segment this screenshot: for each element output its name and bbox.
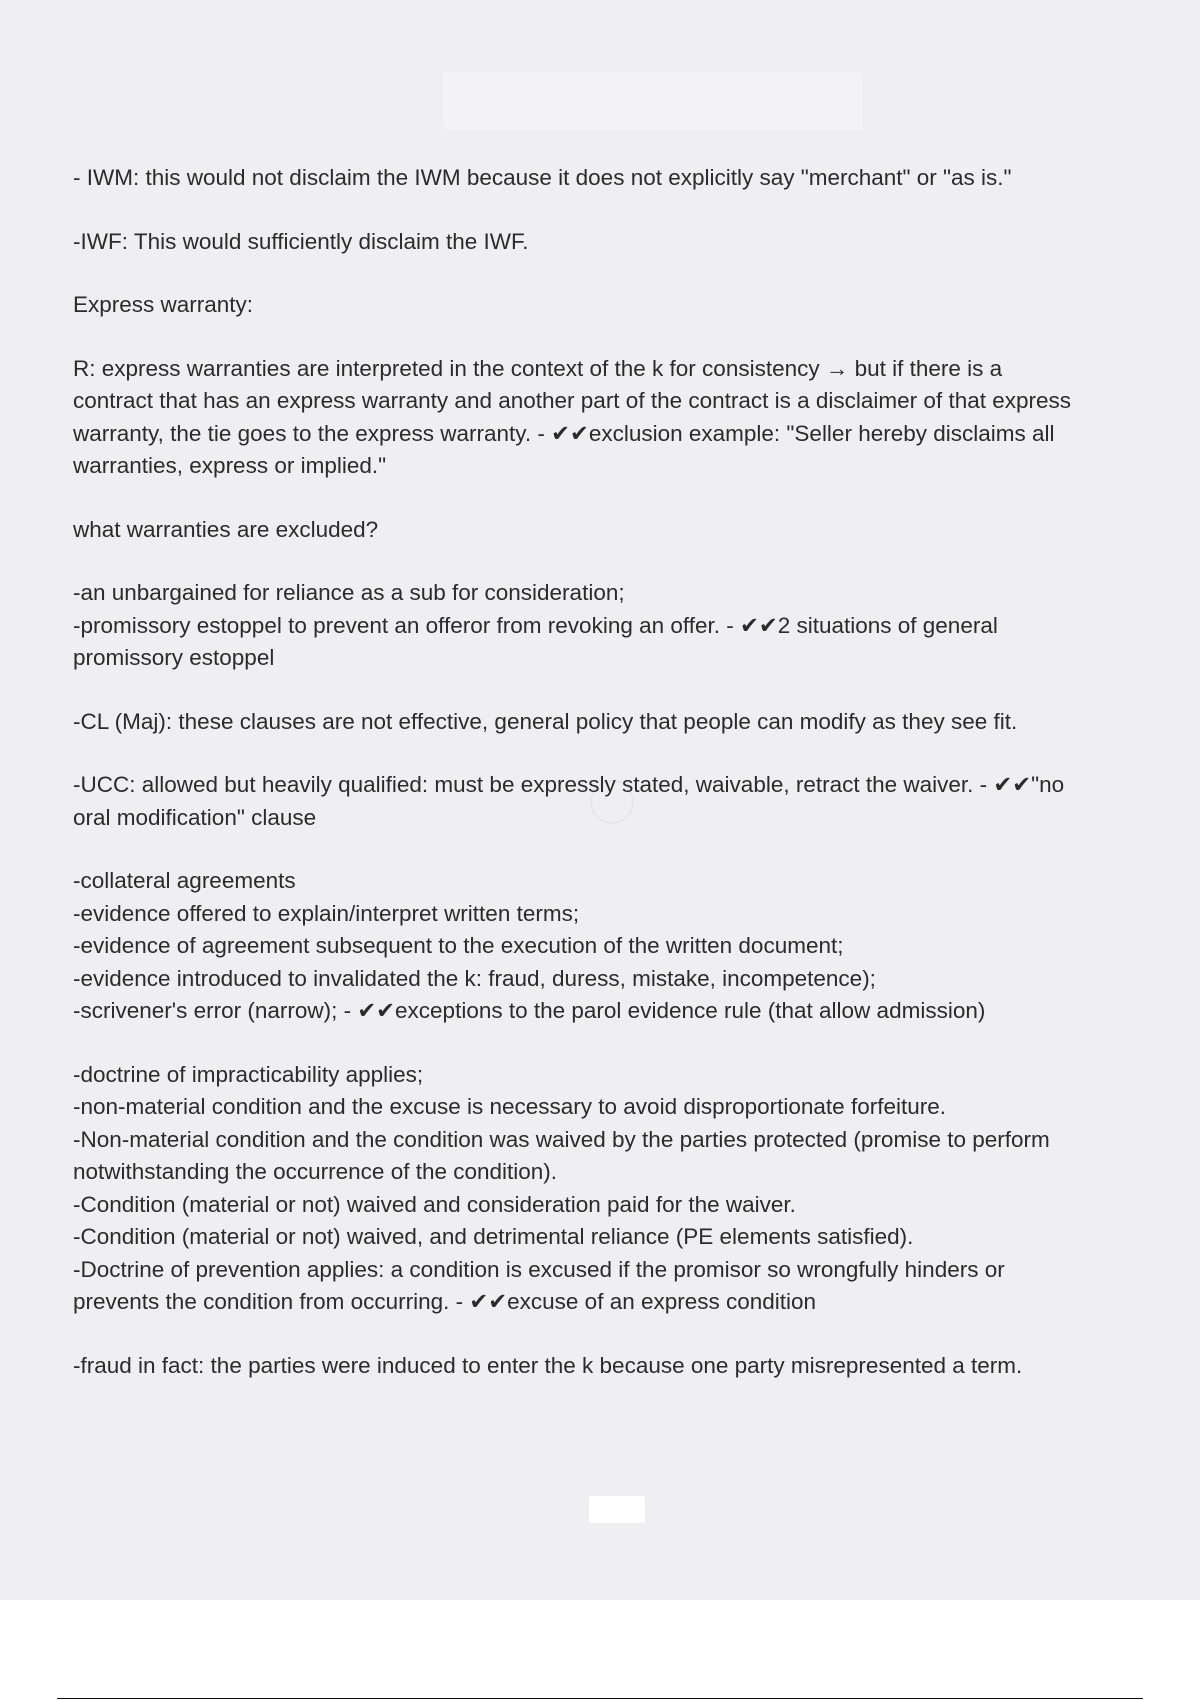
redacted-header [443, 72, 863, 130]
paragraph [73, 162, 1153, 195]
paragraph [73, 226, 1153, 259]
section-heading [73, 289, 1153, 322]
text-line: -evidence of agreement subsequent to the execution of the written document; [73, 933, 844, 958]
paragraph [73, 577, 1153, 675]
text-line: -fraud in fact: the parties were induced to enter the k because one party misrepresented a term. [73, 1352, 1023, 1378]
text-line: warranty, the tie goes to the express warranty. - ✔✔exclusion example: "Seller hereby disclaims all [73, 420, 1055, 446]
text-line: warranties, express or implied." [73, 453, 387, 478]
redacted-page-number [589, 1496, 645, 1523]
text-line: what warranties are excluded? [73, 516, 379, 542]
paragraph [73, 1350, 1153, 1383]
text-line: notwithstanding the occurrence of the condition). [73, 1159, 558, 1184]
text-line: -CL (Maj): these clauses are not effective, general policy that people can modify as they see fit. [73, 708, 1018, 734]
text-line: -Condition (material or not) waived, and detrimental reliance (PE elements satisfied). [73, 1224, 914, 1249]
text-line: -an unbargained for reliance as a sub for consideration; [73, 580, 625, 605]
text-line: contract that has an express warranty and another part of the contract is a disclaimer of that express [73, 388, 1072, 413]
text-line: R: express warranties are interpreted in the context of the k for consistency → but if there is a [73, 355, 1003, 381]
text-line: -collateral agreements [73, 868, 296, 893]
text-line: -scrivener's error (narrow); - ✔✔exceptions to the parol evidence rule (that allow admission) [73, 998, 986, 1023]
paragraph [73, 1059, 1153, 1319]
document-body [73, 162, 1153, 1413]
text-line: Express warranty: [73, 292, 254, 317]
footer-divider [57, 1698, 1143, 1699]
text-line: -evidence introduced to invalidated the k: fraud, duress, mistake, incompetence); [73, 965, 876, 991]
text-line: -doctrine of impracticability applies; [73, 1061, 424, 1087]
text-line: -non-material condition and the excuse is necessary to avoid disproportionate forfeiture. [73, 1094, 946, 1119]
text-line: promissory estoppel [73, 645, 275, 670]
paragraph [73, 865, 1153, 1028]
text-line: -UCC: allowed but heavily qualified: must be expressly stated, waivable, retract the waiver. - ✔✔"no [73, 772, 1065, 797]
text-line: -Condition (material or not) waived and consideration paid for the waiver. [73, 1191, 796, 1217]
text-line: -Non-material condition and the condition was waived by the parties protected (promise to perform [73, 1126, 1050, 1152]
text-line: -IWF: This would sufficiently disclaim the IWF. [73, 228, 529, 254]
paragraph [73, 353, 1153, 483]
paragraph [73, 769, 1153, 834]
text-line: -Doctrine of prevention applies: a condition is excused if the promisor so wrongfully hinders or [73, 1256, 1005, 1282]
paragraph [73, 706, 1153, 739]
text-line: -evidence offered to explain/interpret written terms; [73, 900, 580, 926]
paragraph [73, 514, 1153, 547]
text-line: oral modification" clause [73, 804, 317, 830]
text-line: prevents the condition from occurring. - ✔✔excuse of an express condition [73, 1289, 817, 1314]
text-line: -promissory estoppel to prevent an offeror from revoking an offer. - ✔✔2 situations of general [73, 612, 998, 638]
text-line: - IWM: this would not disclaim the IWM because it does not explicitly say "merchant" or "as is." [73, 165, 1012, 190]
